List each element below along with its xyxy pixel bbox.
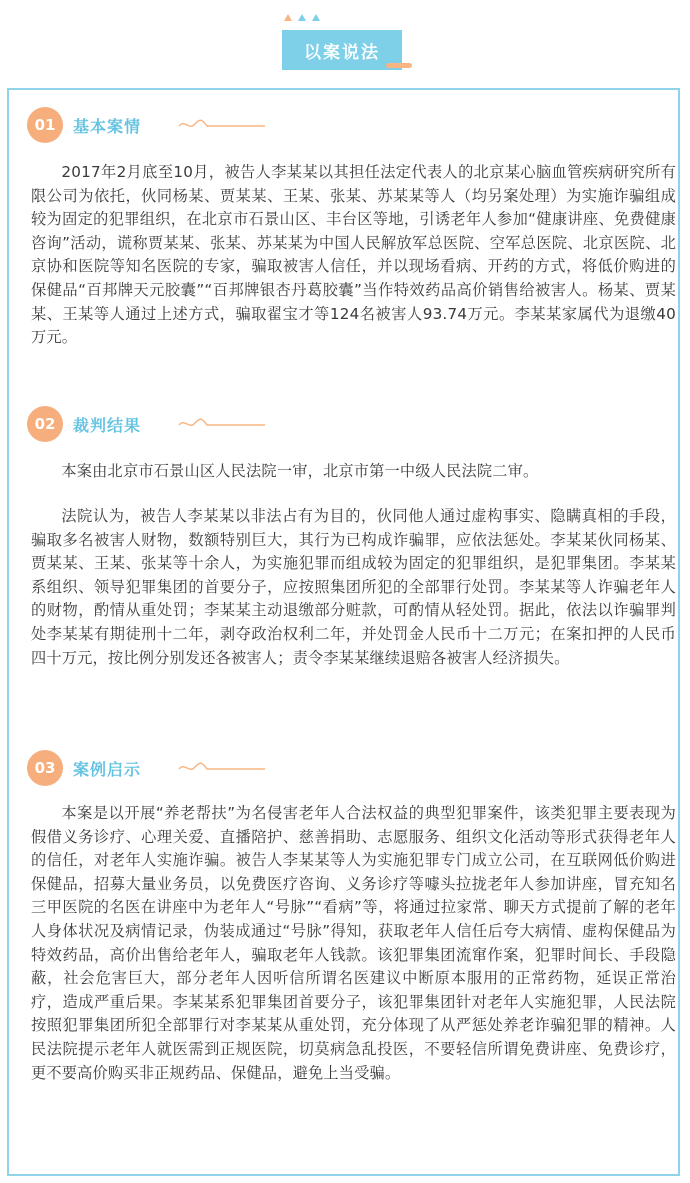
section-title: 案例启示 [73,760,142,779]
section-title: 裁判结果 [73,416,142,435]
decorative-triangles [284,14,328,26]
section-paragraph: 本案是以开展“养老帮扶”为名侵害老年人合法权益的典型犯罪案件，该类犯罪主要表现为假借义务诊疗、心理关爱、直播陪护、慈善捐助、志愿服务、组织文化活动等形式获得老年人的信任，对老年人实施诈骗。被告人李某某等人为实施犯罪专门成立公司，在互联网低价购进保健品，招募大量业务员，以免费医疗咨询、义务诊疗等噱头拉拢老年人参加讲座，冒充知名三甲医院的名医在讲座中为老年人“号脉”“看病”等，将通过拉家常、聊天方式提前了解的老年人身体状况及病情记录，伪装成通过“号脉”得知，获取老年人信任后夸大病情、虚构保健品为特效药品，高价出售给老年人，骗取老年人钱款。该犯罪集团流窜作案，犯罪时间长、手段隐蔽，社会危害巨大，部分老年人因听信所谓名医建议中断原本服用的正常药物，延误正常治疗，造成严重后果。李某某系犯罪集团首要分子，该犯罪集团针对老年人实施犯罪，人民法院按照犯罪集团所犯全部罪行对李某某从重处罚，充分体现了从严惩处养老诈骗犯罪的精神。人民法院提示老年人就医需到正规医院，切莫病急乱投医，不要轻信所谓免费讲座、免费诊疗，更不要高价购买非正规药品、保健品，避免上当受骗。 [31,804,676,1082]
section-title: 基本案情 [73,117,142,136]
blue-triangle-icon [312,14,320,21]
squiggle-divider-icon [177,760,267,776]
page-title: 以案说法 [282,30,402,70]
section-paragraph: 法院认为，被告人李某某以非法占有为目的，伙同他人通过虚构事实、隐瞒真相的手段，骗取多名被害人财物，数额特别巨大，其行为已构成诈骗罪，应依法惩处。李某某伙同杨某、贾某某、王某、张某等十余人，为实施犯罪而组成较为固定的犯罪组织，是犯罪集团。李某某系组织、领导犯罪集团的首要分子，应按照集团所犯的全部罪行处罚。李某某等人诈骗老年人的财物，酌情从重处罚；李某某主动退缴部分赃款，可酌情从轻处罚。据此，依法以诈骗罪判处李某某有期徒刑十二年，剥夺政治权利二年，并处罚金人民币十二万元；在案扣押的人民币四十万元，按比例分别发还各被害人；责令李某某继续退赔各被害人经济损失。 [31,507,676,667]
section-number-badge: 01 [27,107,63,143]
page-title-block [282,30,412,74]
blue-triangle-icon [298,14,306,21]
orange-triangle-icon [284,14,292,21]
section-number-badge: 03 [27,750,63,786]
content-frame [7,88,680,1176]
squiggle-divider-icon [177,416,267,432]
title-accent-bar [386,63,412,68]
section-header-basic-facts [27,107,427,143]
section-header-judgment [27,406,427,442]
section-number-badge: 02 [27,406,63,442]
section-paragraph: 本案由北京市石景山区人民法院一审，北京市第一中级人民法院二审。 [61,462,539,480]
squiggle-divider-icon [177,117,267,133]
section-paragraph: 2017年2月底至10月，被告人李某某以其担任法定代表人的北京某心脑血管疾病研究所有限公司为依托，伙同杨某、贾某某、王某、张某、苏某某等人（均另案处理）为实施诈骗组成较为固定的犯罪组织，在北京市石景山区、丰台区等地，引诱老年人参加“健康讲座、免费健康咨询”活动，谎称贾某某、张某、苏某某为中国人民解放军总医院、空军总医院、北京医院、北京协和医院等知名医院的专家，骗取被害人信任，并以现场看病、开药的方式，将低价购进的保健品“百邦牌天元胶囊”“百邦牌银杏丹葛胶囊”当作特效药品高价销售给被害人。杨某、贾某某、王某等人通过上述方式，骗取翟宝才等124名被害人93.74万元。李某某家属代为退缴40万元。 [31,163,676,347]
section-header-case-insights [27,750,427,786]
